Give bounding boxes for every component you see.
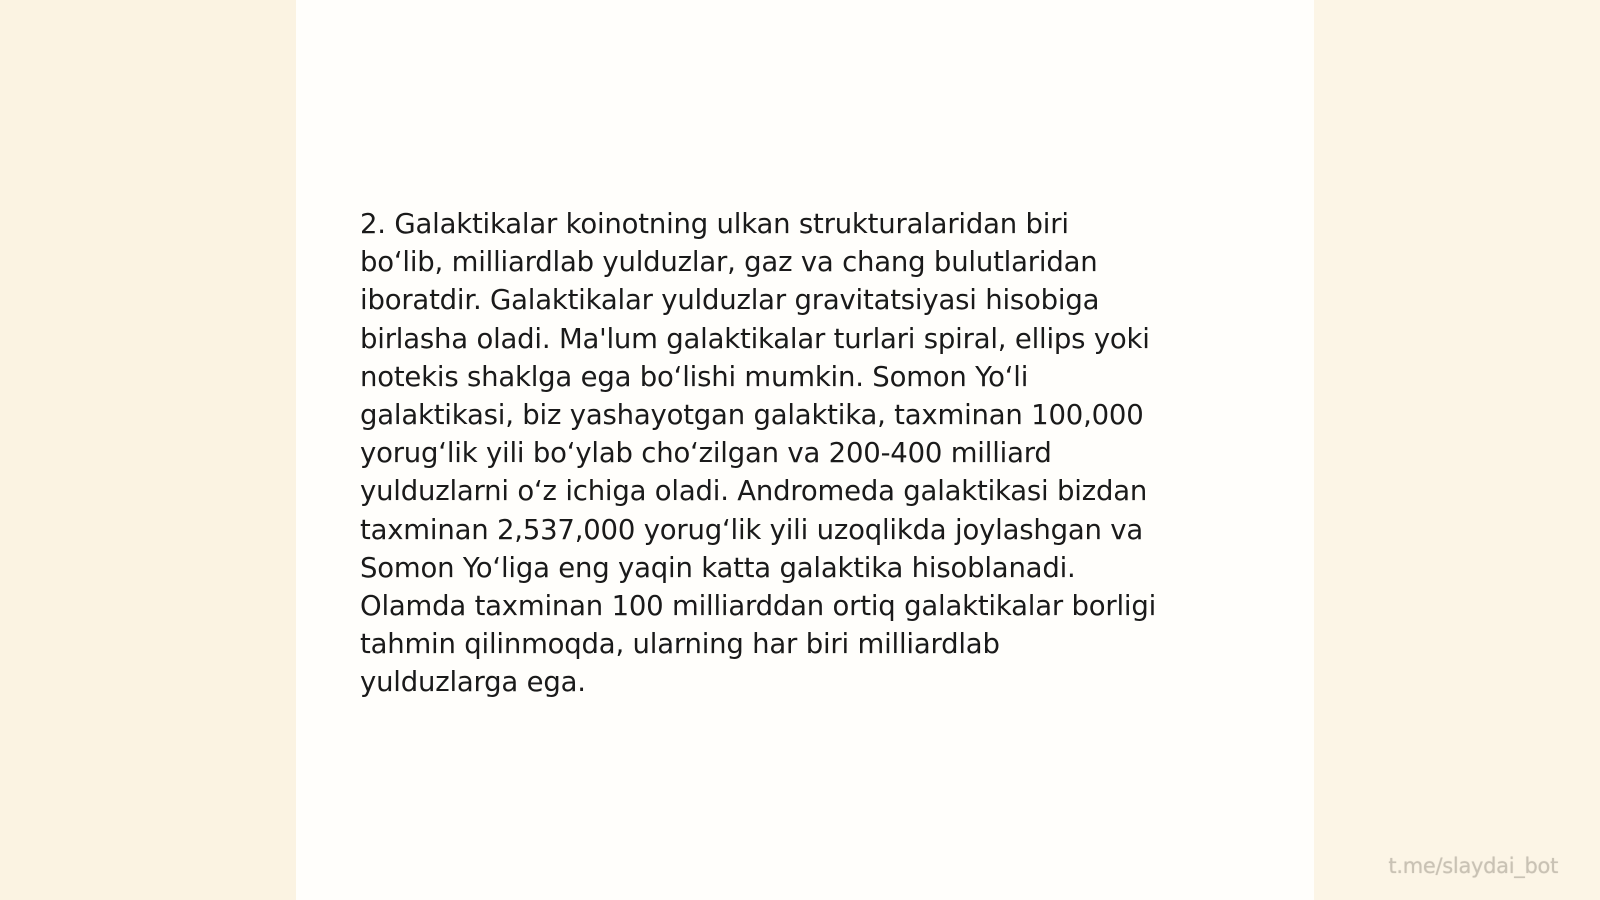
body-line-9: taxminan 2,537,000 yorug‘lik yili uzoqlikda joylashgan va <box>360 513 1143 546</box>
slide-content-panel <box>296 0 1314 900</box>
watermark-text: t.me/slaydai_bot <box>1388 854 1558 878</box>
body-line-1: 2. Galaktikalar koinotning ulkan strukturalaridan biri <box>360 208 1069 240</box>
body-line-2: bo‘lib, milliardlab yulduzlar, gaz va chang bulutlaridan <box>360 246 1098 279</box>
slide-body-text <box>360 205 1240 702</box>
body-line-8: yulduzlarni o‘z ichiga oladi. Andromeda galaktikasi bizdan <box>360 475 1148 508</box>
body-line-11: Olamda taxminan 100 milliarddan ortiq galaktikalar borligi <box>360 590 1157 623</box>
body-line-13: yulduzlarga ega. <box>360 666 586 699</box>
right-background-strip <box>1314 0 1600 900</box>
body-line-12: tahmin qilinmoqda, ularning har biri milliardlab <box>360 628 1000 661</box>
body-line-4: birlasha oladi. Ma'lum galaktikalar turlari spiral, ellips yoki <box>360 322 1150 355</box>
body-line-5: notekis shaklga ega bo‘lishi mumkin. Somon Yo‘li <box>360 360 1029 393</box>
body-line-7: yorug‘lik yili bo‘ylab cho‘zilgan va 200-400 milliard <box>360 437 1052 470</box>
left-background-strip <box>0 0 296 900</box>
body-line-6: galaktikasi, biz yashayotgan galaktika, taxminan 100,000 <box>360 399 1144 432</box>
body-line-3: iboratdir. Galaktikalar yulduzlar gravitatsiyasi hisobiga <box>360 284 1100 317</box>
body-line-10: Somon Yo‘liga eng yaqin katta galaktika hisoblanadi. <box>360 551 1076 584</box>
